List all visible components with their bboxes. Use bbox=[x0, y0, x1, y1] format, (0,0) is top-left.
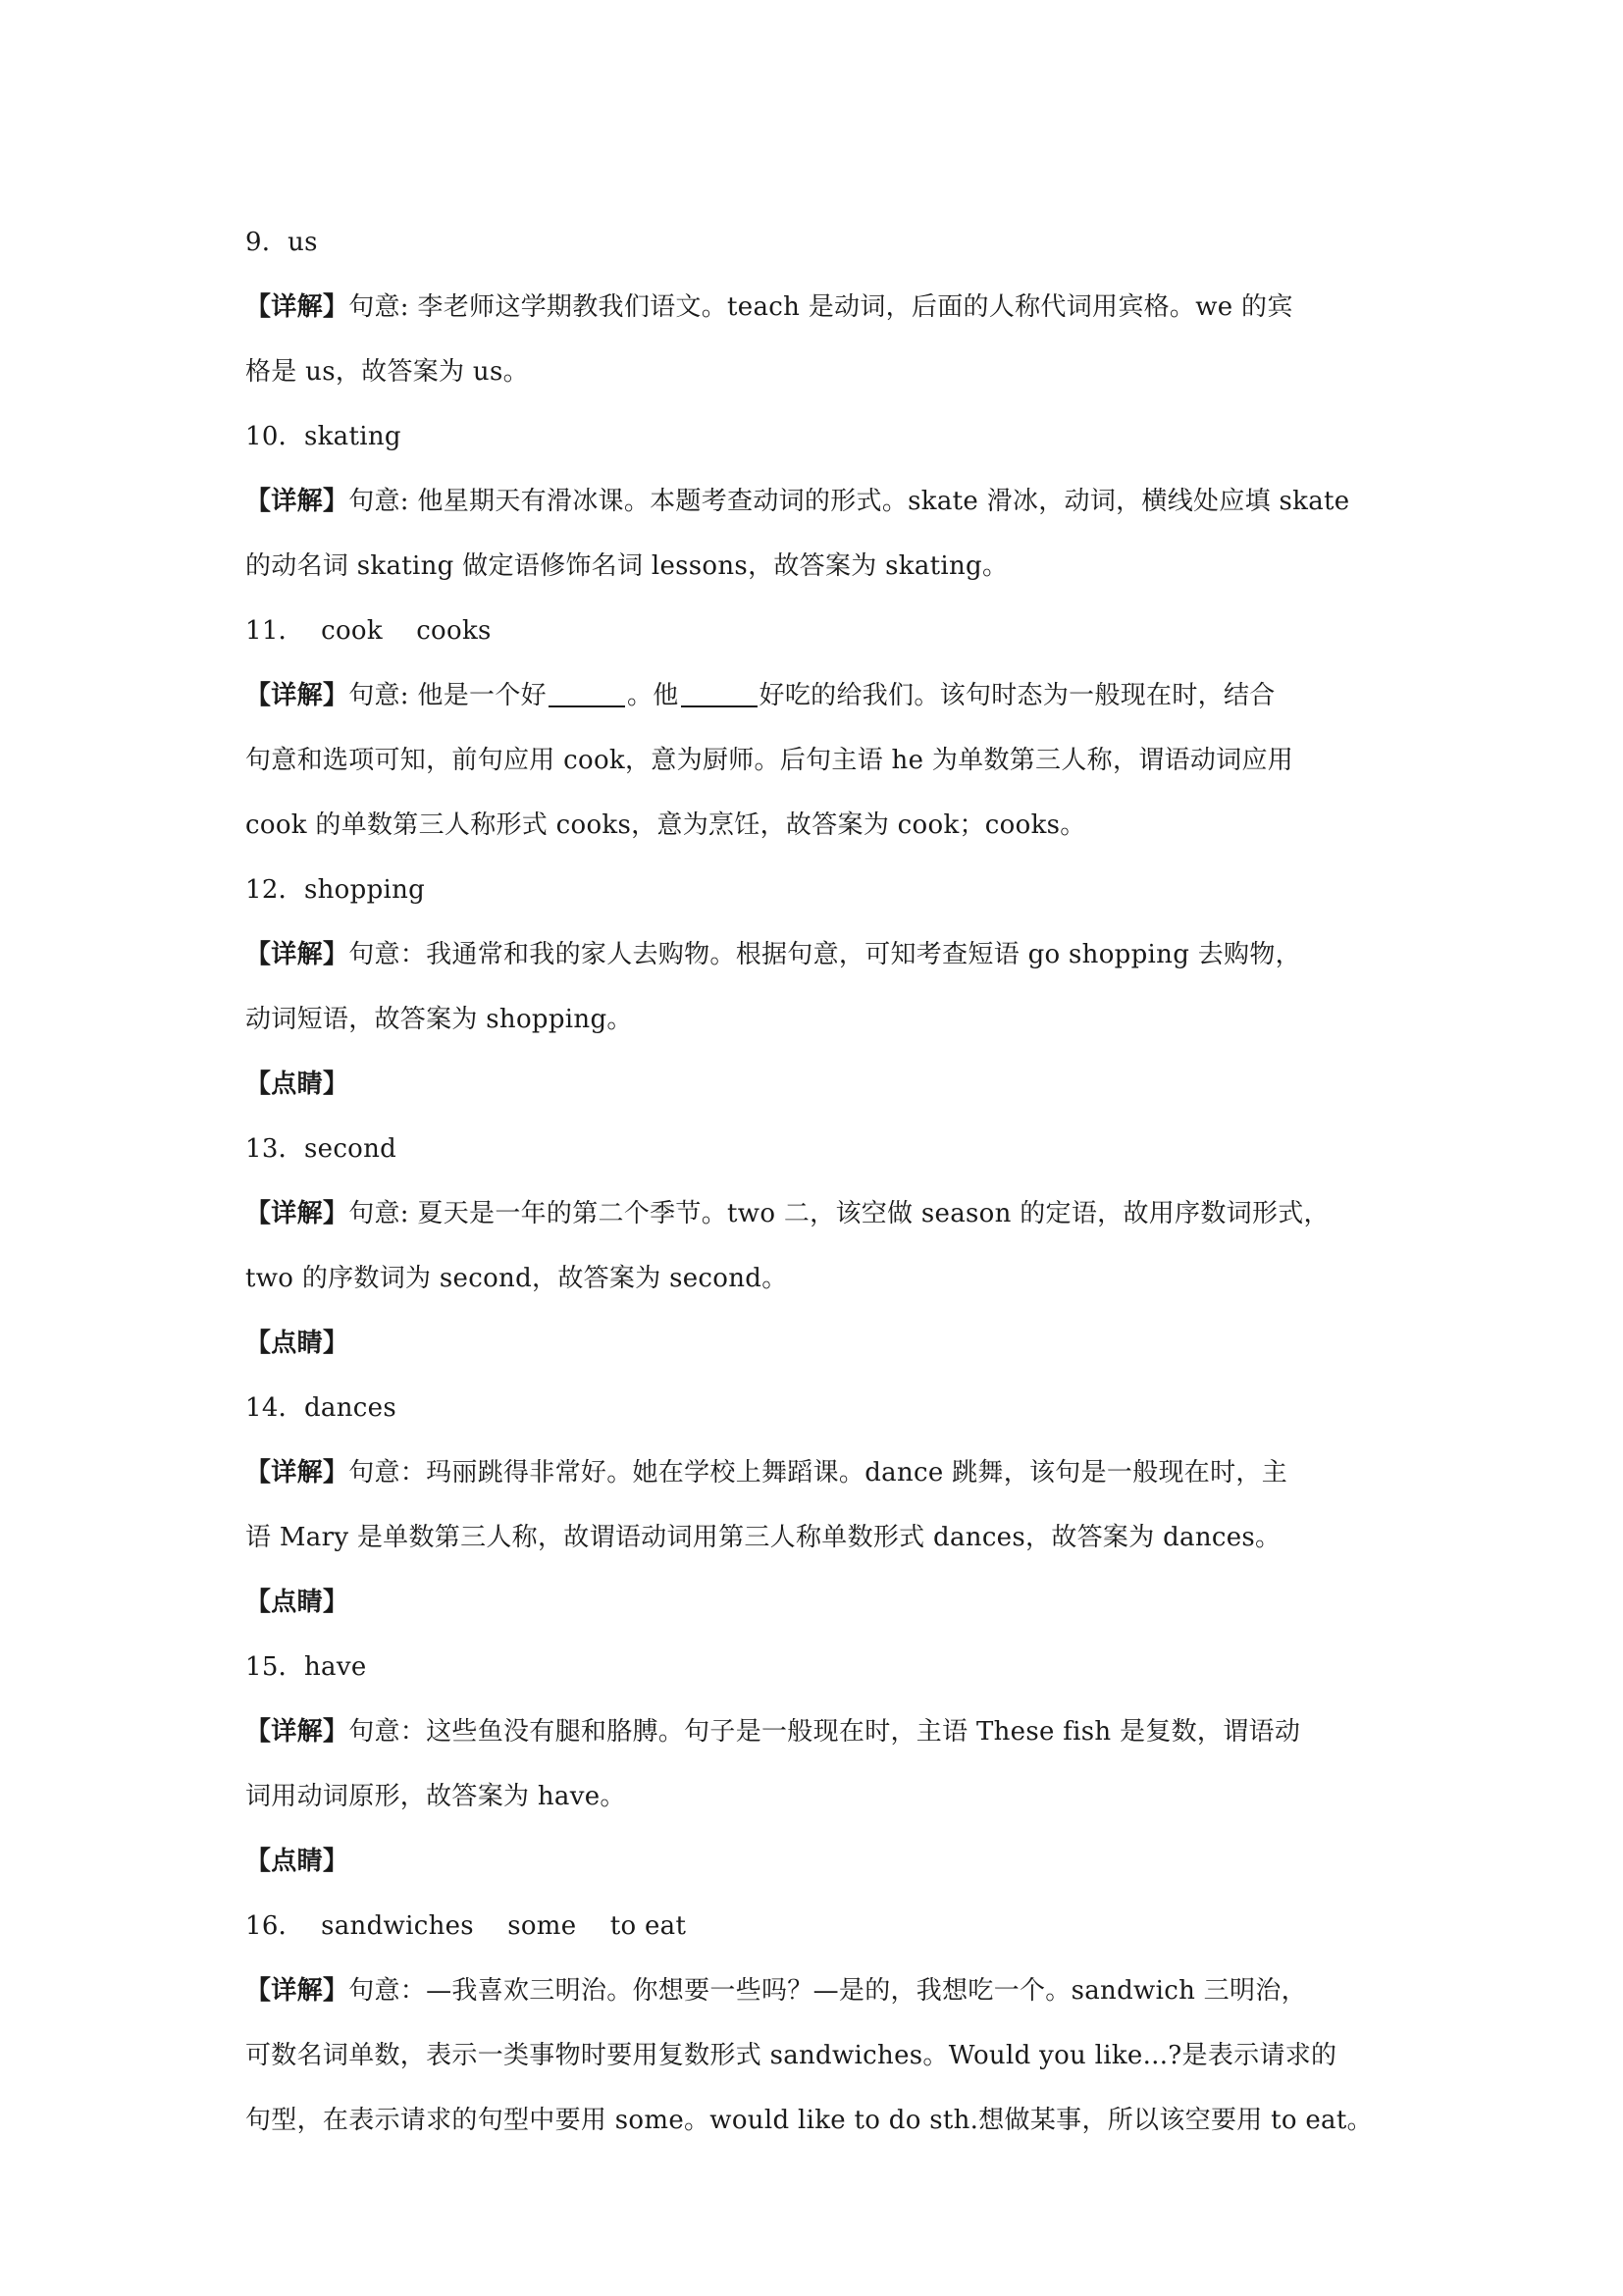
answer-16: 16． sandwiches some to eat bbox=[245, 1911, 687, 1941]
detail-9-line-1: 【详解】句意: 李老师这学期教我们语文。teach 是动词，后面的人称代词用宾格。we 的宾 bbox=[245, 292, 1293, 322]
fill-blank bbox=[681, 676, 758, 707]
detail-13-line-2: two 的序数词为 second，故答案为 second。 bbox=[245, 1264, 788, 1293]
detail-11-line-2: 句意和选项可知，前句应用 cook，意为厨师。后句主语 he 为单数第三人称，谓语动词应用 bbox=[245, 746, 1294, 775]
detail-11-line-1: 【详解】句意: 他是一个好 。他 好吃的给我们。该句时态为一般现在时，结合 bbox=[245, 663, 1393, 728]
detail-13-line-1: 【详解】句意: 夏天是一年的第二个季节。two 二，该空做 season 的定语，故用序数词形式， bbox=[245, 1199, 1330, 1228]
detail-tag: 【详解】 bbox=[245, 681, 349, 710]
answer-9: 9．us bbox=[245, 228, 318, 257]
detail-10-line-2: 的动名词 skating 做定语修饰名词 lessons，故答案为 skating。 bbox=[245, 551, 1009, 581]
detail-12-line-1: 【详解】句意：我通常和我的家人去购物。根据句意，可知考查短语 go shopping 去购物， bbox=[245, 940, 1301, 969]
answer-12: 12．shopping bbox=[245, 875, 426, 905]
detail-tag: 【详解】 bbox=[245, 1458, 349, 1487]
fill-blank bbox=[549, 676, 625, 707]
detail-11-line-3: cook 的单数第三人称形式 cooks，意为烹饪，故答案为 cook；cooks。 bbox=[245, 810, 1086, 840]
detail-15-line-2: 词用动词原形，故答案为 have。 bbox=[245, 1782, 626, 1811]
detail-tag: 【详解】 bbox=[245, 1199, 349, 1228]
detail-15-line-1: 【详解】句意：这些鱼没有腿和胳膊。句子是一般现在时，主语 These fish 是复数，谓语动 bbox=[245, 1717, 1301, 1747]
note-14: 【点睛】 bbox=[245, 1588, 349, 1617]
note-15: 【点睛】 bbox=[245, 1847, 349, 1876]
detail-tag: 【详解】 bbox=[245, 292, 349, 322]
detail-tag: 【详解】 bbox=[245, 487, 349, 516]
detail-16-line-2: 可数名词单数，表示一类事物时要用复数形式 sandwiches。Would you like...?是表示请求的 bbox=[245, 2041, 1337, 2070]
answer-11: 11． cook cooks bbox=[245, 616, 492, 646]
detail-10-line-1: 【详解】句意: 他星期天有滑冰课。本题考查动词的形式。skate 滑冰，动词，横线处应填 skate bbox=[245, 487, 1350, 516]
answer-14: 14．dances bbox=[245, 1393, 396, 1423]
note-12: 【点睛】 bbox=[245, 1070, 349, 1099]
detail-tag: 【详解】 bbox=[245, 1717, 349, 1747]
detail-12-line-2: 动词短语，故答案为 shopping。 bbox=[245, 1005, 633, 1034]
detail-16-line-1: 【详解】句意：—我喜欢三明治。你想要一些吗？—是的，我想吃一个。sandwich 三明治， bbox=[245, 1976, 1307, 2006]
detail-tag: 【详解】 bbox=[245, 940, 349, 969]
answer-key-page bbox=[245, 210, 1393, 2153]
detail-16-line-3: 句型，在表示请求的句型中要用 some。would like to do sth.想做某事，所以该空要用 to eat。 bbox=[245, 2106, 1373, 2135]
answer-13: 13．second bbox=[245, 1134, 397, 1164]
detail-tag: 【详解】 bbox=[245, 1976, 349, 2006]
note-13: 【点睛】 bbox=[245, 1329, 349, 1358]
detail-14-line-1: 【详解】句意：玛丽跳得非常好。她在学校上舞蹈课。dance 跳舞，该句是一般现在时，主 bbox=[245, 1458, 1288, 1487]
answer-15: 15．have bbox=[245, 1652, 367, 1682]
detail-14-line-2: 语 Mary 是单数第三人称，故谓语动词用第三人称单数形式 dances，故答案为 dances。 bbox=[245, 1523, 1282, 1552]
answer-10: 10．skating bbox=[245, 422, 401, 451]
detail-9-line-2: 格是 us，故答案为 us。 bbox=[245, 357, 529, 387]
